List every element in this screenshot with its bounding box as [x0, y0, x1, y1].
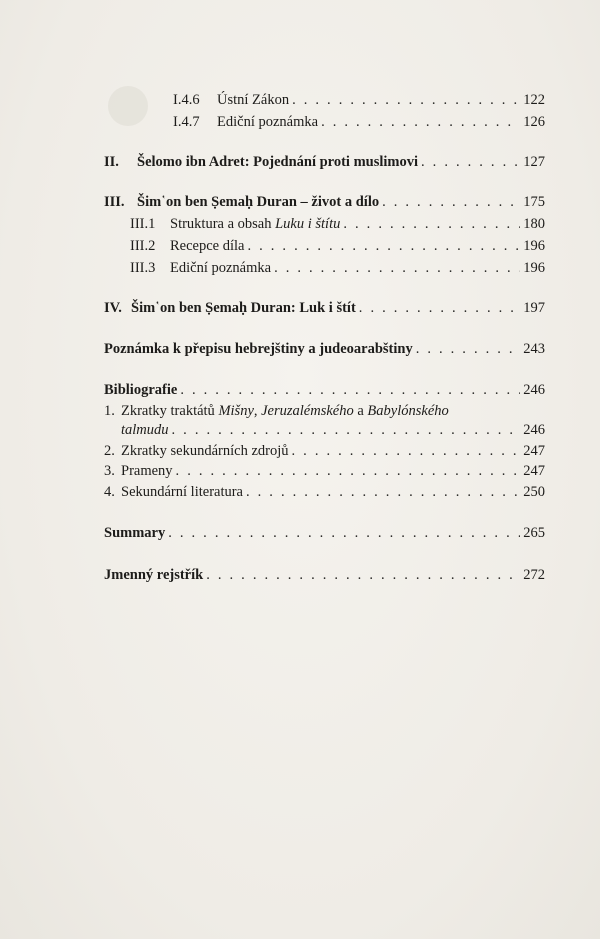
toc-entry [104, 442, 545, 460]
toc-entry-first-line [104, 402, 545, 420]
toc-chapter-entry [104, 193, 545, 211]
toc-entry-title: Poznámka k přepisu hebrejštiny a judeoarabštiny [104, 341, 413, 357]
toc-chapter-entry [104, 524, 545, 542]
toc-entry-page: 265 [523, 525, 545, 541]
toc-entry-title [170, 215, 340, 233]
toc-leader-dots [246, 483, 520, 501]
toc-entry-number: III. [104, 194, 125, 210]
toc-entry-page: 246 [523, 422, 545, 438]
toc-entry-number: II. [104, 154, 119, 170]
toc-entry-page: 197 [523, 300, 545, 316]
toc-chapter-entry [104, 153, 545, 171]
toc-leader-dots [321, 113, 520, 131]
toc-leader-dots [382, 193, 520, 211]
bleed-through-emblem [108, 86, 148, 126]
toc-leader-dots [247, 237, 520, 255]
toc-entry-number: 1. [104, 403, 115, 419]
toc-entry-number: 4. [104, 484, 115, 500]
toc-leader-dots [416, 340, 521, 358]
toc-leader-dots [292, 442, 521, 460]
toc-entry-title: Ústní Zákon [217, 92, 290, 108]
toc-leader-dots [421, 153, 520, 171]
toc-leader-dots [292, 91, 520, 109]
toc-entry-page: 247 [523, 463, 545, 479]
toc-leader-dots [168, 524, 520, 542]
toc-entry-page: 126 [523, 114, 545, 130]
toc-chapter-entry [104, 566, 545, 584]
toc-entry-title: Šim῾on ben Ṣemaḥ Duran – život a dílo [137, 194, 380, 210]
toc-entry-number: III.1 [130, 216, 156, 232]
toc-entry [130, 259, 545, 277]
toc-entry-page: 272 [523, 567, 545, 583]
toc-entry-title: Bibliografie [104, 382, 178, 398]
toc-entry-page: 196 [523, 260, 545, 276]
toc-entry [173, 91, 545, 109]
toc-entry-title: Zkratky sekundárních zdrojů [121, 443, 289, 459]
toc-entry-page: 180 [523, 216, 545, 232]
toc-entry [173, 113, 545, 131]
toc-leader-dots [180, 381, 520, 399]
toc-entry-page: 175 [523, 194, 545, 210]
toc-entry-title: Šelomo ibn Adret: Pojednání proti muslimovi [137, 154, 419, 170]
toc-title-text: Struktura a obsah [170, 216, 276, 232]
toc-leader-dots [172, 421, 521, 439]
toc-leader-dots [176, 462, 521, 480]
toc-entry-title: Ediční poznámka [170, 260, 272, 276]
toc-entry [121, 421, 545, 439]
toc-entry-title: Summary [104, 525, 166, 541]
toc-title-text: a [353, 403, 368, 419]
toc-leader-dots [343, 215, 520, 233]
toc-entry-page: 122 [523, 92, 545, 108]
toc-entry-number: I.4.6 [173, 92, 200, 108]
toc-leader-dots [274, 259, 520, 277]
toc-entry-title: Sekundární literatura [121, 484, 243, 500]
toc-entry-page: 196 [523, 238, 545, 254]
toc-entry-number: 3. [104, 463, 115, 479]
toc-title-text: Zkratky traktátů [121, 403, 219, 419]
toc-entry-page: 246 [523, 382, 545, 398]
toc-leader-dots [359, 299, 520, 317]
toc-chapter-entry [104, 381, 545, 399]
toc-entry-page: 127 [523, 154, 545, 170]
toc-entry [104, 462, 545, 480]
toc-leader-dots [206, 566, 520, 584]
toc-entry-number: 2. [104, 443, 115, 459]
toc-entry-number: IV. [104, 300, 122, 316]
toc-title-italic: Jeruzalémského [261, 403, 354, 419]
toc-title-italic: Babylónského [367, 403, 449, 419]
toc-entry-title: Ediční poznámka [217, 114, 319, 130]
toc-title-italic: Mišny [218, 403, 254, 419]
toc-entry-title: Prameny [121, 463, 173, 479]
toc-title-italic: talmudu [121, 422, 169, 438]
toc-entry-title: Recepce díla [170, 238, 245, 254]
toc-entry [104, 483, 545, 501]
toc-title-text: , [253, 403, 262, 419]
toc-title-italic: Luku i štítu [275, 216, 341, 232]
toc-entry-page: 250 [523, 484, 545, 500]
toc-chapter-entry [104, 299, 545, 317]
toc-entry-number: III.2 [130, 238, 156, 254]
toc-entry-number: I.4.7 [173, 114, 200, 130]
toc-entry-number: III.3 [130, 260, 156, 276]
toc-entry-page: 247 [523, 443, 545, 459]
toc-entry [130, 215, 545, 233]
toc-entry-title: Šim῾on ben Ṣemaḥ Duran: Luk i štít [131, 300, 356, 316]
toc-entry-page: 243 [523, 341, 545, 357]
toc-entry [130, 237, 545, 255]
toc-entry-title: Jmenný rejstřík [104, 567, 204, 583]
toc-chapter-entry [104, 340, 545, 358]
